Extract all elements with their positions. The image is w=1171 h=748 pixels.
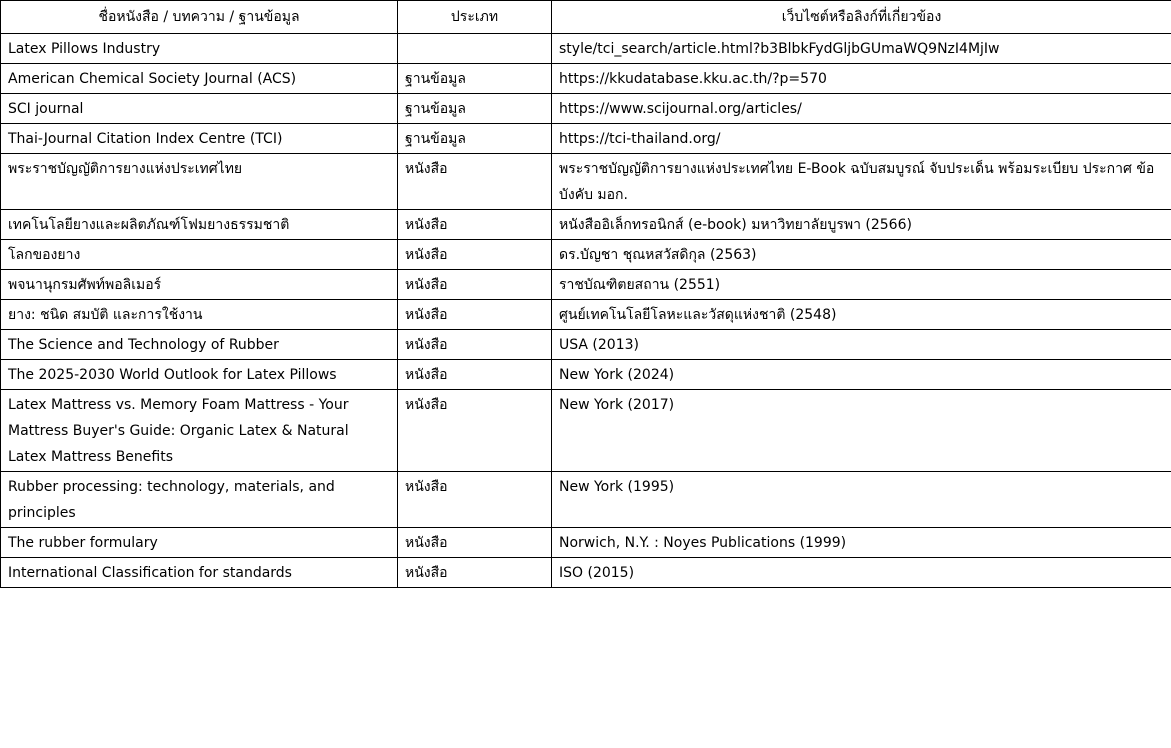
cell-type: หนังสือ [398, 240, 552, 270]
cell-title: International Classification for standards [1, 558, 398, 588]
cell-type: หนังสือ [398, 528, 552, 558]
cell-link: https://kkudatabase.kku.ac.th/?p=570 [552, 64, 1171, 94]
table-row [1, 300, 1171, 330]
table-body [1, 34, 1171, 588]
cell-title: Latex Mattress vs. Memory Foam Mattress - Your Mattress Buyer's Guide: Organic Latex & Natural Latex Mattress Benefits [1, 390, 398, 472]
table-row [1, 360, 1171, 390]
cell-type: ฐานข้อมูล [398, 94, 552, 124]
table-row [1, 558, 1171, 588]
cell-type: หนังสือ [398, 472, 552, 528]
cell-link: New York (2024) [552, 360, 1171, 390]
table-row [1, 154, 1171, 210]
cell-type: หนังสือ [398, 390, 552, 472]
table-row [1, 390, 1171, 472]
cell-link: ดร.บัญชา ชุณหสวัสดิกุล (2563) [552, 240, 1171, 270]
table-row [1, 270, 1171, 300]
cell-link: ISO (2015) [552, 558, 1171, 588]
cell-type: หนังสือ [398, 558, 552, 588]
cell-title: Rubber processing: technology, materials, and principles [1, 472, 398, 528]
cell-title: The rubber formulary [1, 528, 398, 558]
cell-title: โลกของยาง [1, 240, 398, 270]
cell-title: พจนานุกรมศัพท์พอลิเมอร์ [1, 270, 398, 300]
table-row [1, 330, 1171, 360]
cell-link: New York (2017) [552, 390, 1171, 472]
table-row [1, 64, 1171, 94]
cell-title: The Science and Technology of Rubber [1, 330, 398, 360]
cell-link: https://tci-thailand.org/ [552, 124, 1171, 154]
cell-link: style/tci_search/article.html?b3BlbkFydGljbGUmaWQ9NzI4MjIw [552, 34, 1171, 64]
cell-title: American Chemical Society Journal (ACS) [1, 64, 398, 94]
table-row [1, 34, 1171, 64]
cell-link: https://www.scijournal.org/articles/ [552, 94, 1171, 124]
column-header-title: ชื่อหนังสือ / บทความ / ฐานข้อมูล [1, 1, 398, 34]
cell-type: ฐานข้อมูล [398, 64, 552, 94]
cell-title: Latex Pillows Industry [1, 34, 398, 64]
cell-title: Thai-Journal Citation Index Centre (TCI) [1, 124, 398, 154]
cell-type: หนังสือ [398, 210, 552, 240]
column-header-type: ประเภท [398, 1, 552, 34]
cell-link: ศูนย์เทคโนโลยีโลหะและวัสดุแห่งชาติ (2548) [552, 300, 1171, 330]
cell-link: USA (2013) [552, 330, 1171, 360]
cell-title: The 2025-2030 World Outlook for Latex Pillows [1, 360, 398, 390]
cell-type: หนังสือ [398, 300, 552, 330]
table-row [1, 124, 1171, 154]
table-header-row [1, 1, 1171, 34]
column-header-link: เว็บไซต์หรือลิงก์ที่เกี่ยวข้อง [552, 1, 1171, 34]
cell-type: หนังสือ [398, 360, 552, 390]
table-row [1, 94, 1171, 124]
cell-type: หนังสือ [398, 270, 552, 300]
cell-type: หนังสือ [398, 154, 552, 210]
cell-link: หนังสืออิเล็กทรอนิกส์ (e-book) มหาวิทยาลัยบูรพา (2566) [552, 210, 1171, 240]
cell-link: Norwich, N.Y. : Noyes Publications (1999) [552, 528, 1171, 558]
cell-title: SCI journal [1, 94, 398, 124]
cell-title: เทคโนโลยียางและผลิตภัณฑ์โฟมยางธรรมชาติ [1, 210, 398, 240]
table-row [1, 210, 1171, 240]
cell-link: New York (1995) [552, 472, 1171, 528]
cell-link: พระราชบัญญัติการยางแห่งประเทศไทย E-Book ฉบับสมบูรณ์ จับประเด็น พร้อมระเบียบ ประกาศ ข้อบังคับ มอก. [552, 154, 1171, 210]
table-row [1, 240, 1171, 270]
cell-type [398, 34, 552, 64]
cell-title: ยาง: ชนิด สมบัติ และการใช้งาน [1, 300, 398, 330]
cell-link: ราชบัณฑิตยสถาน (2551) [552, 270, 1171, 300]
cell-type: ฐานข้อมูล [398, 124, 552, 154]
table-row [1, 472, 1171, 528]
cell-title: พระราชบัญญัติการยางแห่งประเทศไทย [1, 154, 398, 210]
table-row [1, 528, 1171, 558]
cell-type: หนังสือ [398, 330, 552, 360]
